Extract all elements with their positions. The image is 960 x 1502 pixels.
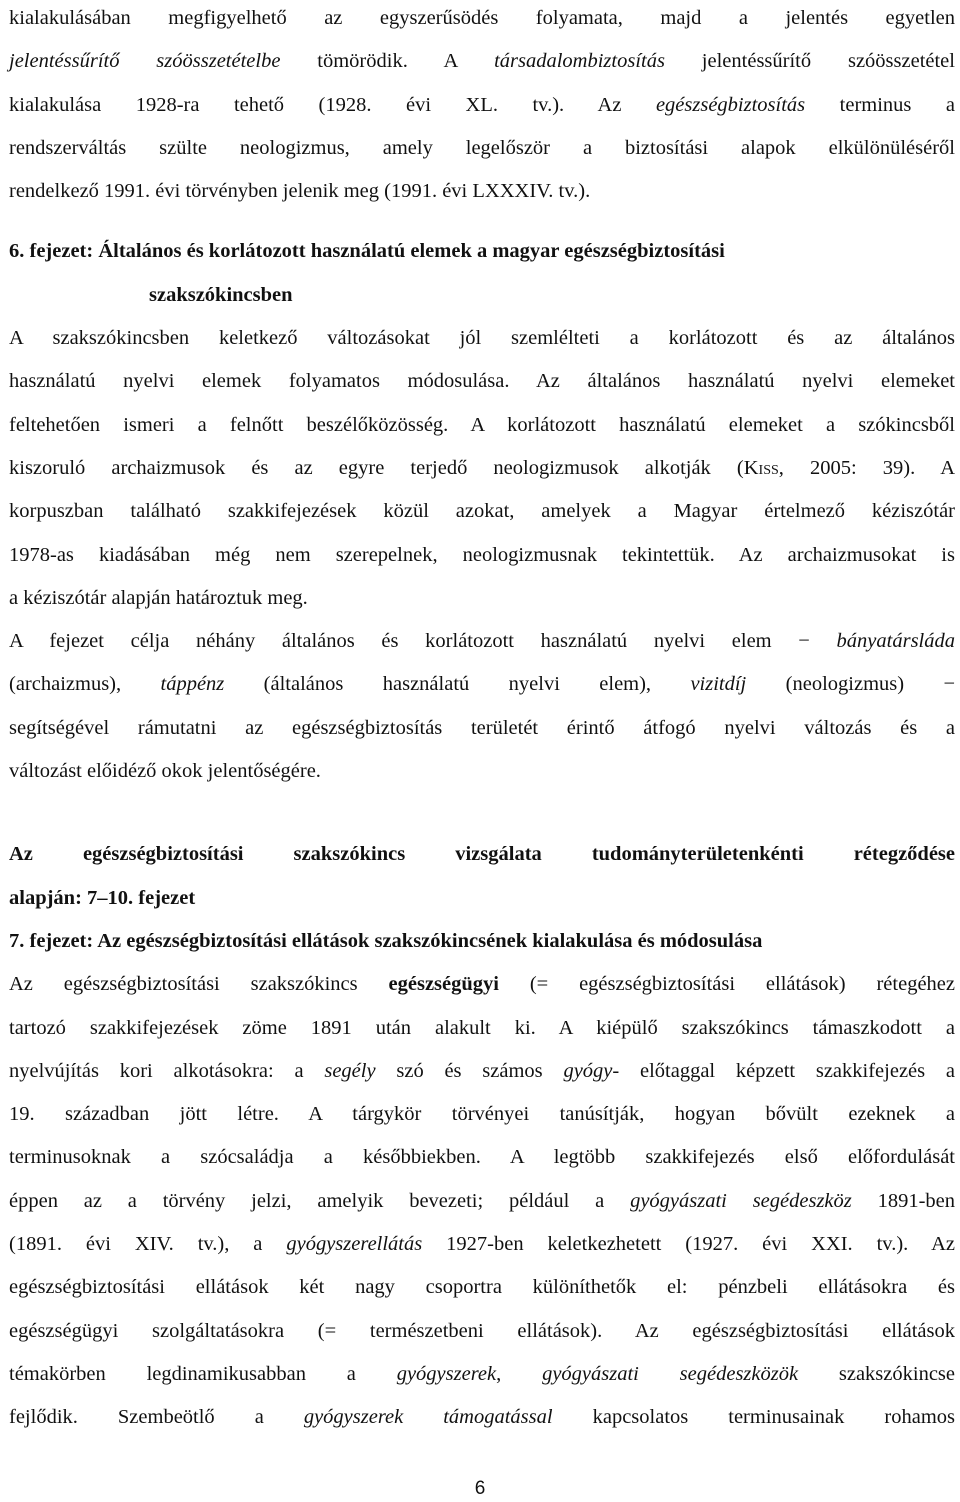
text-line: (archaizmus), táppénz (általános használatú nyelvi elem), vizitdíj (neologizmus) − (9, 673, 956, 696)
text-line: kialakulása 1928-ra tehető (1928. évi XL. tv.). Az egészségbiztosítás terminus a (9, 93, 955, 116)
text-line: éppen az a törvény jelzi, amelyik bevezeti; például a gyógyászati segédeszköz 1891-ben (9, 1189, 955, 1212)
text-line: kialakulásában megfigyelhető az egyszerűsödés folyamata, majd a jelentés egyetlen (9, 7, 955, 29)
document-page (9, 0, 955, 1440)
text-line: nyelvújítás kori alkotásokra: a segély szó és számos gyógy- előtaggal képzett szakkifejezés a (9, 1059, 955, 1082)
heading-line: alapján: 7–10. fejezet (9, 886, 196, 909)
italic-term: társadalombiztosítás (494, 50, 665, 73)
bold-term: egészségügyi (388, 973, 499, 996)
heading-line: 7. fejezet: Az egészségbiztosítási ellátások szakszókincsének kialakulása és módosulása (9, 929, 763, 952)
italic-term: gyógyászati segédeszközök (542, 1362, 799, 1385)
text-line: terminusoknak a szócsaládja a későbbiekben. A legtöbb szakkifejezés első előfordulását (9, 1146, 955, 1169)
text-line: rendelkező 1991. évi törvényben jelenik meg (1991. évi LXXXIV. tv.). (9, 180, 591, 203)
italic-term: gyógyszerellátás (286, 1233, 423, 1256)
text-line: egészségügyi szolgáltatásokra (= természetbeni ellátások). Az egészségbiztosítási ellátások (9, 1319, 955, 1342)
italic-term: gyógyászati segédeszköz (630, 1189, 852, 1212)
author-name: iss (758, 456, 779, 479)
text-line: A fejezet célja néhány általános és korlátozott használatú nyelvi elem − bányatársláda (9, 630, 955, 653)
chapter-7-paragraph-1 (9, 963, 955, 1439)
chapter-7-heading (9, 920, 955, 963)
text-line: segítségével rámutatni az egészségbiztosítás területét érintő átfogó nyelvi változás és a (9, 716, 955, 739)
text-line: korpuszban található szakkifejezések közül azokat, amelyek a Magyar értelmező kéziszótár (9, 500, 955, 523)
text-line: jelentéssűrítő szóösszetételbe tömörödik. A társadalombiztosítás jelentéssűrítő szóösszetétel (9, 50, 955, 73)
intro-paragraph (9, 0, 955, 213)
text-line: Az egészségbiztosítási szakszókincs egészségügyi (= egészségbiztosítási ellátások) rétegéhez (9, 973, 955, 996)
text-line: 19. században jött létre. A tárgykör törvényei tanúsítják, hogyan bővült ezeknek a (9, 1103, 955, 1126)
text-line: a kéziszótár alapján határoztuk meg. (9, 586, 308, 609)
italic-term: egészségbiztosítás (655, 93, 806, 116)
heading-line: Az egészségbiztosítási szakszókincs vizsgálata tudományterületenkénti rétegződése (9, 843, 955, 866)
italic-term: gyógyszerek támogatással (303, 1406, 553, 1429)
text-line: témakörben legdinamikusabban a gyógyszerek, gyógyászati segédeszközök szakszókincse (9, 1362, 956, 1385)
chapter-6-heading (9, 230, 955, 317)
text-line: feltehetően ismeri a felnőtt beszélőközösség. A korlátozott használatú elemeket a szókincsből (9, 413, 955, 436)
heading-line: 6. fejezet: Általános és korlátozott használatú elemek a magyar egészségbiztosítási (9, 240, 725, 263)
italic-term: bányatársláda (836, 630, 955, 653)
page-number: 6 (474, 1478, 486, 1499)
italic-term: gyógy- (563, 1059, 620, 1082)
heading-line: szakszókincsben (149, 283, 293, 306)
text-line: kiszoruló archaizmusok és az egyre terjedő neologizmusok alkotják (Kiss, 2005: 39). A (9, 456, 955, 479)
italic-term: segély (324, 1059, 376, 1082)
italic-term: vizitdíj (690, 673, 747, 696)
text-line: A szakszókincsben keletkező változásokat jól szemlélteti a korlátozott és az általános (9, 327, 955, 350)
chapter-6-paragraph-2 (9, 620, 955, 793)
text-line: (1891. évi XIV. tv.), a gyógyszerellátás 1927-ben keletkezhetett (1927. évi XXI. tv.). Az (9, 1233, 955, 1256)
text-line: használatú nyelvi elemek folyamatos módosulása. Az általános használatú nyelvi elemeket (9, 370, 955, 393)
chapter-6-paragraph-1 (9, 317, 955, 620)
text-line: változást előidéző okok jelentőségére. (9, 760, 321, 783)
italic-term: táppénz (160, 673, 225, 696)
text-line: rendszerváltás szülte neologizmus, amely legelőször a biztosítási alapok elkülönüléséről (9, 136, 955, 159)
text-line: tartozó szakkifejezések zöme 1891 után alakult ki. A kiépülő szakszókincs támaszkodott a (9, 1016, 955, 1039)
text-line: fejlődik. Szembeötlő a gyógyszerek támogatással kapcsolatos terminusainak rohamos (9, 1406, 955, 1429)
text-line: 1978-as kiadásában még nem szerepelnek, neologizmusnak tekintettük. Az archaizmusokat is (9, 543, 955, 566)
italic-term: gyógyszerek (396, 1362, 497, 1385)
italic-term: jelentéssűrítő szóösszetételbe (9, 50, 281, 73)
section-heading (9, 833, 955, 920)
text-line: egészségbiztosítási ellátások két nagy csoportra különíthetők el: pénzbeli ellátásokra és (9, 1276, 955, 1299)
